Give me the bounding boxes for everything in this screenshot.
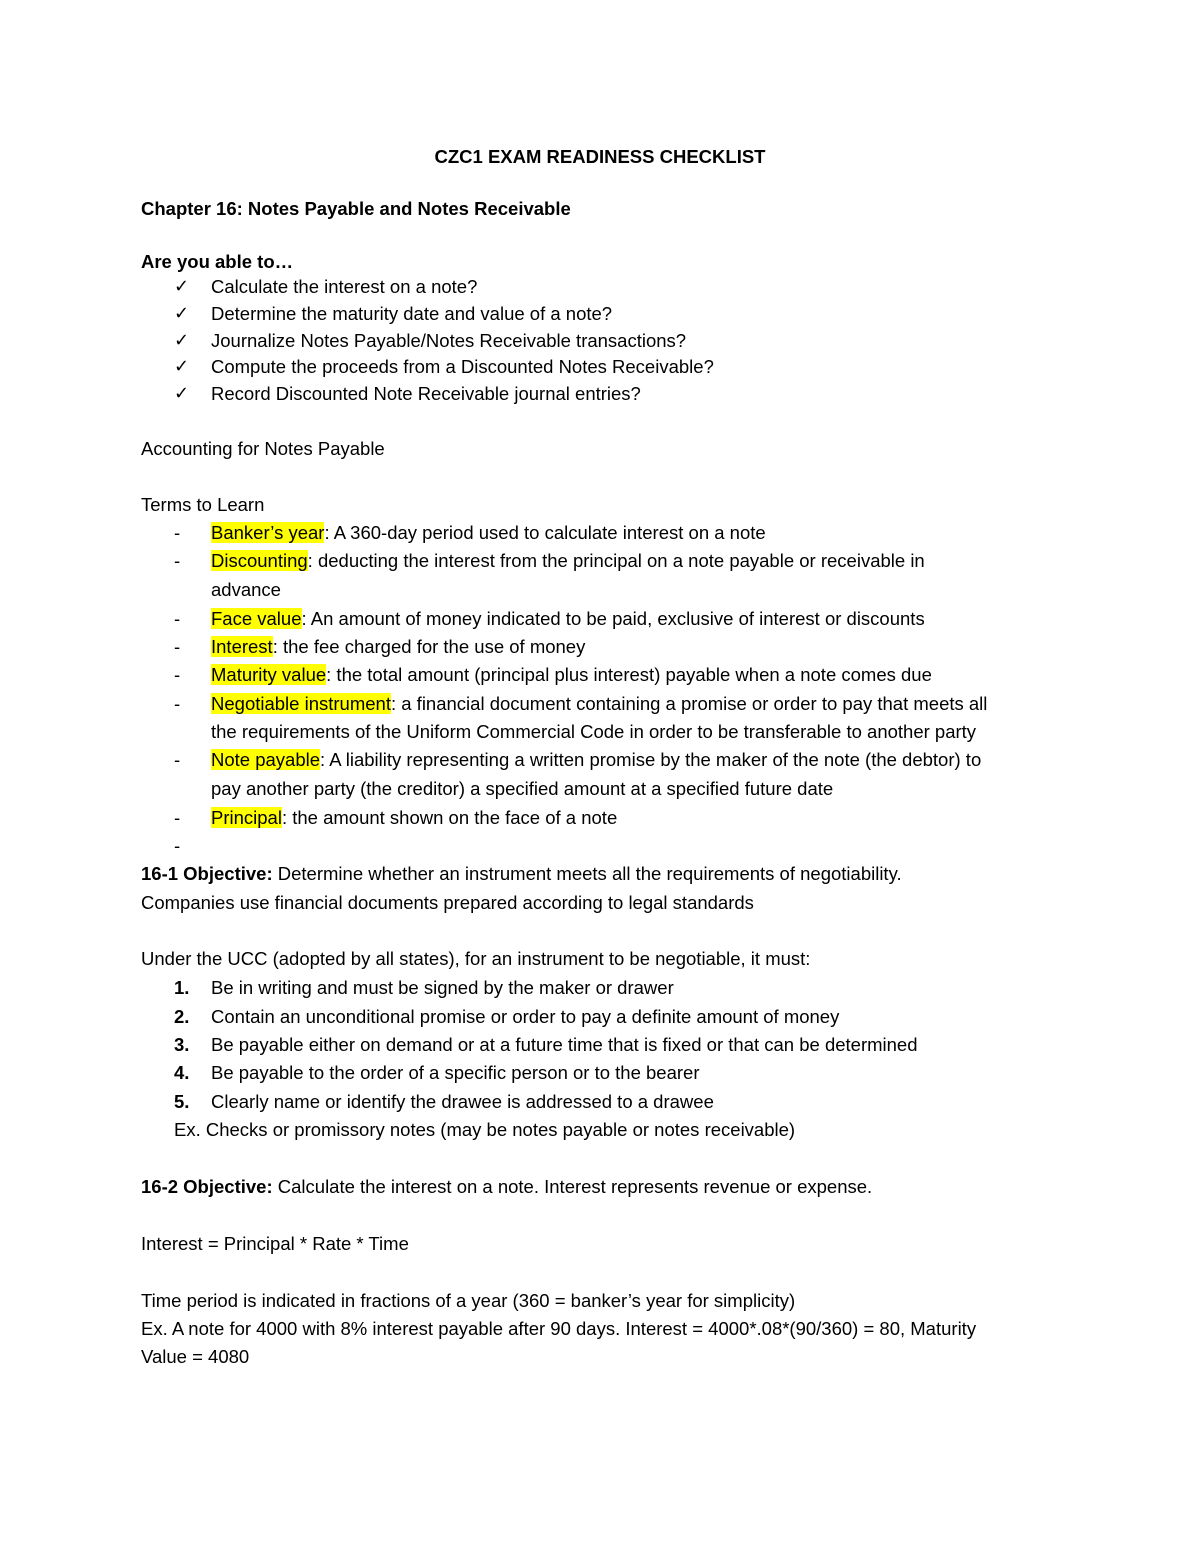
- check-icon: ✓: [174, 330, 190, 350]
- checklist-item: Calculate the interest on a note?: [211, 276, 478, 297]
- ucc-requirement: Clearly name or identify the drawee is addressed to a drawee: [211, 1091, 714, 1112]
- term-definition: : An amount of money indicated to be paid, exclusive of interest or discounts: [301, 608, 925, 629]
- ucc-example: Ex. Checks or promissory notes (may be notes payable or notes receivable): [174, 1119, 796, 1140]
- term-label: Maturity value: [211, 664, 327, 685]
- document-title: CZC1 EXAM READINESS CHECKLIST: [434, 146, 766, 167]
- term-definition: : the fee charged for the use of money: [272, 636, 586, 657]
- term-label: Banker’s year: [211, 522, 325, 543]
- term-entry: [211, 635, 585, 659]
- objective-label: 16-1 Objective:: [141, 863, 273, 884]
- checklist-item: Compute the proceeds from a Discounted Notes Receivable?: [211, 356, 714, 377]
- term-definition: : deducting the interest from the principal on a note payable or receivable in: [307, 550, 925, 571]
- check-icon: ✓: [174, 303, 190, 323]
- term-definition-continued: pay another party (the creditor) a specified amount at a specified future date: [211, 778, 834, 799]
- term-entry: [211, 748, 981, 772]
- checklist-item: Determine the maturity date and value of a note?: [211, 303, 613, 324]
- term-definition-continued: the requirements of the Uniform Commercial Code in order to be transferable to another party: [211, 721, 977, 742]
- term-label: Discounting: [211, 550, 308, 571]
- list-number: 1.: [174, 977, 190, 998]
- list-number: 2.: [174, 1006, 190, 1027]
- check-icon: ✓: [174, 276, 190, 296]
- term-entry: [211, 692, 987, 716]
- ucc-requirement: Be in writing and must be signed by the maker or drawer: [211, 977, 674, 998]
- bullet-dash: -: [174, 807, 181, 828]
- bullet-dash: -: [174, 664, 181, 685]
- bullet-dash: -: [174, 522, 181, 543]
- bullet-dash: -: [174, 608, 181, 629]
- bullet-dash: -: [174, 550, 181, 571]
- example-line-continued: Value = 4080: [141, 1346, 250, 1367]
- checklist-item: Journalize Notes Payable/Notes Receivable transactions?: [211, 330, 687, 351]
- list-number: 3.: [174, 1034, 190, 1055]
- ucc-requirement: Be payable to the order of a specific person or to the bearer: [211, 1062, 700, 1083]
- check-icon: ✓: [174, 356, 190, 376]
- list-number: 4.: [174, 1062, 190, 1083]
- objective-16-2: [141, 1175, 872, 1199]
- objective-text: Determine whether an instrument meets all the requirements of negotiability.: [272, 863, 902, 884]
- time-period-note: Time period is indicated in fractions of a year (360 = banker’s year for simplicity): [141, 1290, 796, 1311]
- interest-formula: Interest = Principal * Rate * Time: [141, 1233, 409, 1254]
- section-heading: Accounting for Notes Payable: [141, 438, 385, 459]
- chapter-heading: Chapter 16: Notes Payable and Notes Receivable: [141, 198, 571, 219]
- term-entry: [211, 521, 766, 545]
- term-entry: [211, 806, 617, 830]
- objective-label: 16-2 Objective:: [141, 1176, 273, 1197]
- term-label: Principal: [211, 807, 282, 828]
- term-definition: : a financial document containing a promise or order to pay that meets all: [390, 693, 988, 714]
- objective-subtext: Companies use financial documents prepared according to legal standards: [141, 892, 754, 913]
- objective-text: Calculate the interest on a note. Interest represents revenue or expense.: [272, 1176, 873, 1197]
- checklist-item: Record Discounted Note Receivable journal entries?: [211, 383, 641, 404]
- term-definition: : the amount shown on the face of a note: [281, 807, 618, 828]
- bullet-dash: -: [174, 693, 181, 714]
- bullet-dash: -: [174, 835, 181, 856]
- term-definition: : A liability representing a written promise by the maker of the note (the debtor) to: [320, 749, 982, 770]
- term-entry: [211, 549, 925, 573]
- term-label: Negotiable instrument: [211, 693, 391, 714]
- term-label: Face value: [211, 608, 302, 629]
- list-number: 5.: [174, 1091, 190, 1112]
- bullet-dash: -: [174, 749, 181, 770]
- bullet-dash: -: [174, 636, 181, 657]
- ucc-requirement: Be payable either on demand or at a future time that is fixed or that can be determined: [211, 1034, 918, 1055]
- term-label: Note payable: [211, 749, 321, 770]
- example-line: Ex. A note for 4000 with 8% interest payable after 90 days. Interest = 4000*.08*(90/360) = 80, Maturity: [141, 1318, 977, 1339]
- able-to-heading: Are you able to…: [141, 251, 294, 272]
- term-definition: : the total amount (principal plus interest) payable when a note comes due: [326, 664, 932, 685]
- term-entry: [211, 663, 932, 687]
- ucc-requirement: Contain an unconditional promise or order to pay a definite amount of money: [211, 1006, 840, 1027]
- objective-16-1: [141, 862, 902, 886]
- check-icon: ✓: [174, 383, 190, 403]
- ucc-intro: Under the UCC (adopted by all states), for an instrument to be negotiable, it must:: [141, 948, 811, 969]
- term-definition: : A 360-day period used to calculate interest on a note: [324, 522, 766, 543]
- terms-heading: Terms to Learn: [141, 494, 265, 515]
- term-definition-continued: advance: [211, 579, 281, 600]
- term-entry: [211, 607, 925, 631]
- term-label: Interest: [211, 636, 273, 657]
